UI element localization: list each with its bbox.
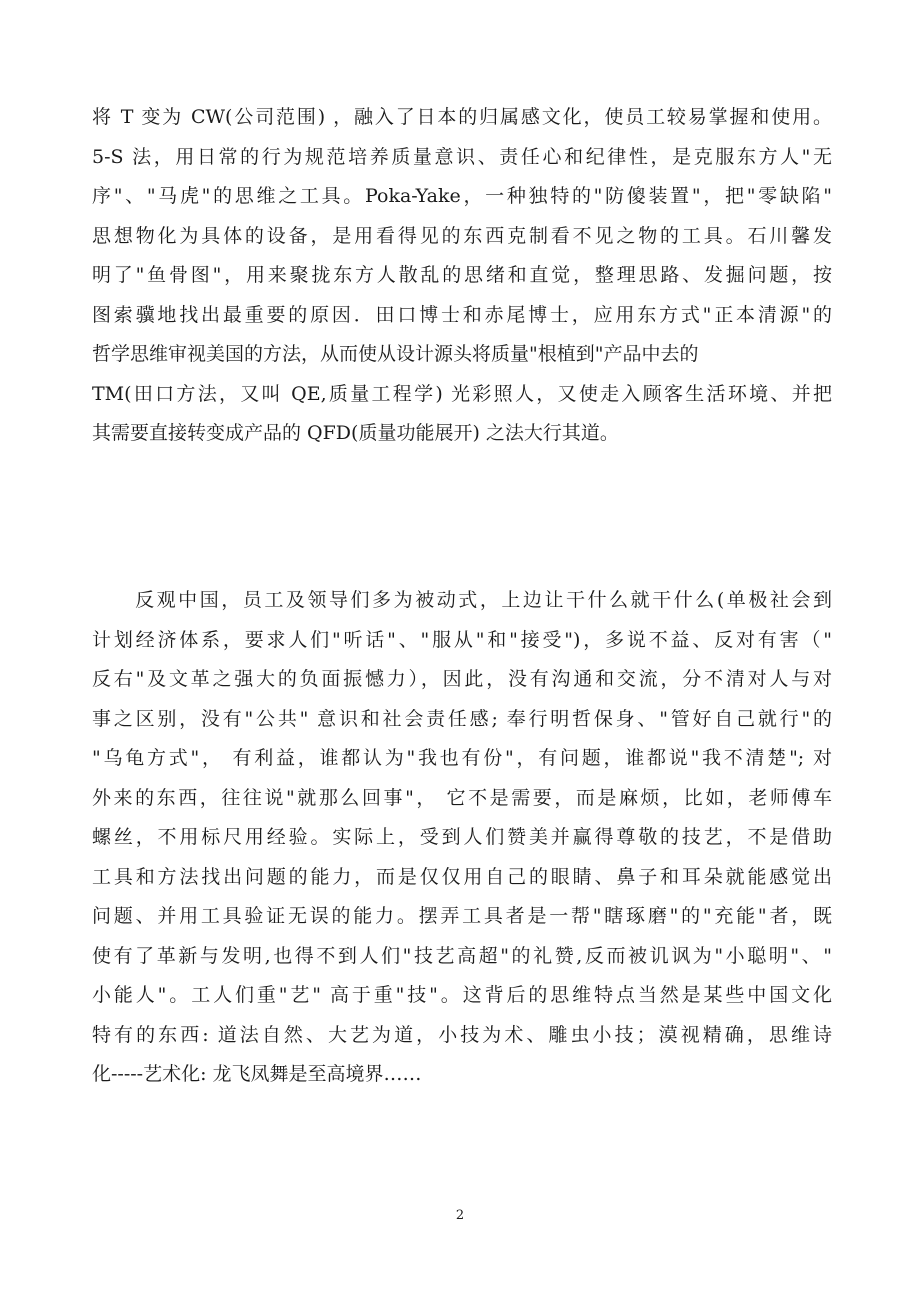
text-line: 哲学思维审视美国的方法，从而使从设计源头将质量"根植到"产品中去的 <box>92 343 699 365</box>
text-line: "乌龟方式"， 有利益，谁都认为"我也有份"，有问题，谁都说"我不清楚"; 对 <box>92 747 832 769</box>
paragraph-china-comparison <box>92 581 832 1095</box>
text-line: 小能人"。工人们重"艺" 高于重"技"。这背后的思维特点当然是某些中国文化 <box>92 984 832 1006</box>
text-line: 螺丝，不用标尺用经验。实际上，受到人们赞美并赢得尊敬的技艺，不是借助 <box>92 826 832 848</box>
text-line: 其需要直接转变成产品的 QFD(质量功能展开) 之法大行其道。 <box>92 422 619 444</box>
text-line: 工具和方法找出问题的能力，而是仅仅用自己的眼睛、鼻子和耳朵就能感觉出 <box>92 865 832 888</box>
text-line: 思想物化为具体的设备，是用看得见的东西克制看不见之物的工具。石川馨发 <box>92 224 832 247</box>
page-number: 2 <box>455 1208 465 1223</box>
text-line: 事之区别，没有"公共" 意识和社会责任感; 奉行明哲保身、"管好自己就行"的 <box>92 707 832 730</box>
text-line: TM(田口方法，又叫 QE,质量工程学) 光彩照人，又使走入顾客生活环境、并把 <box>92 382 832 405</box>
text-line: 使有了革新与发明,也得不到人们"技艺高超"的礼赞,反而被讥讽为"小聪明"、" <box>92 944 832 967</box>
text-line: 外来的东西，往往说"就那么回事"， 它不是需要，而是麻烦，比如，老师傅车 <box>92 786 832 809</box>
paragraph-japanese-quality-tools <box>92 98 832 454</box>
text-line: 图索骥地找出最重要的原因．田口博士和赤尾博士，应用东方式"正本清源"的 <box>92 303 832 326</box>
text-line: 反观中国，员工及领导们多为被动式，上边让干什么就干什么(单极社会到 <box>92 589 832 611</box>
text-line: 问题、并用工具验证无误的能力。摆弄工具者是一帮"瞎琢磨"的"充能"者，既 <box>92 905 832 927</box>
text-line: 计划经济体系，要求人们"听话"、"服从"和"接受")，多说不益、反对有害（" <box>92 628 832 651</box>
text-line: 化-----艺术化: 龙飞凤舞是至高境界…… <box>92 1063 422 1085</box>
text-line: 特有的东西: 道法自然、大艺为道，小技为术、雕虫小技；漠视精确，思维诗 <box>92 1023 832 1046</box>
text-line: 序"、"马虎"的思维之工具。Poka-Yake，一种独特的"防傻装置"，把"零缺陷" <box>92 185 832 207</box>
text-line: 5-S 法，用日常的行为规范培养质量意识、责任心和纪律性，是克服东方人"无 <box>92 145 832 168</box>
text-line: 明了"鱼骨图"，用来聚拢东方人散乱的思绪和直觉，整理思路、发掘问题，按 <box>92 264 832 286</box>
text-line: 反右"及文革之强大的负面振憾力），因此，没有沟通和交流，分不清对人与对 <box>92 668 832 690</box>
text-line: 将 T 变为 CW(公司范围) ，融入了日本的归属感文化，使员工较易掌握和使用。 <box>92 106 832 128</box>
